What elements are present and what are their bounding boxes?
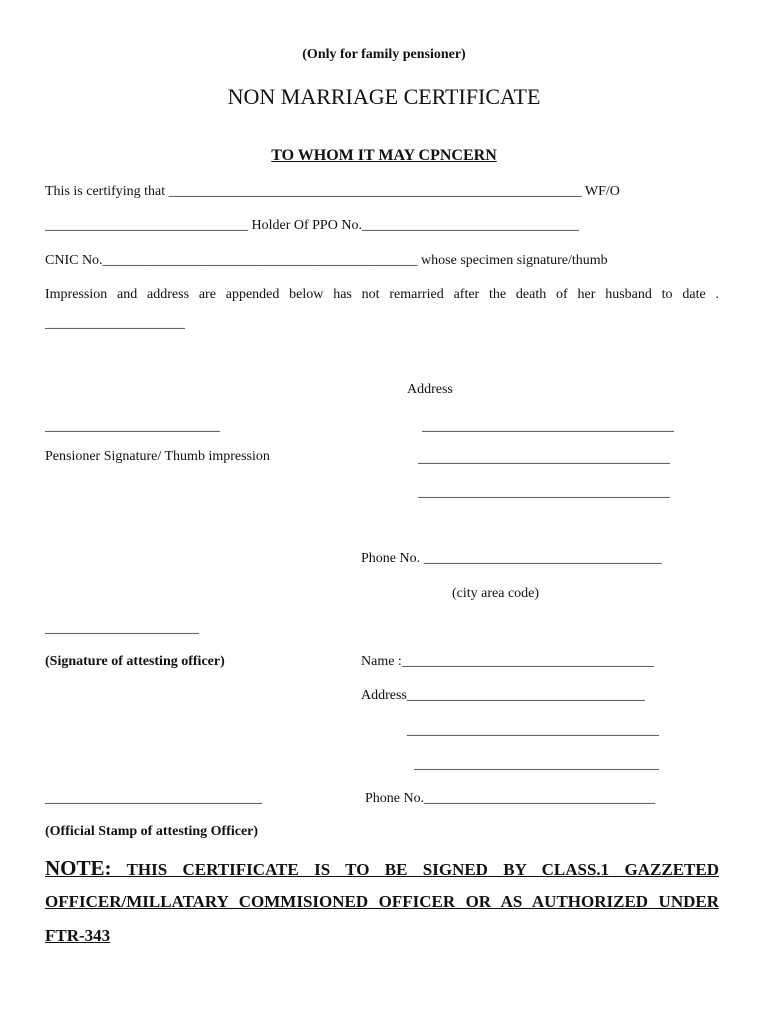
cnic-line: CNIC No._____________________________________________ whose specimen signature/thumb: [45, 253, 608, 268]
statement-line: Impression and address are appended below has not remarried after the death of her husband to date .: [45, 287, 719, 302]
note-line-3: FTR-343: [45, 926, 111, 945]
attesting-phone: Phone No._________________________________: [365, 791, 656, 806]
note-line-1: [45, 857, 719, 881]
date-line: ____________________: [45, 316, 185, 331]
attesting-address: Address__________________________________: [361, 688, 645, 703]
salutation: TO WHOM IT MAY CPNCERN: [271, 147, 497, 164]
pensioner-signature-label: Pensioner Signature/ Thumb impression: [45, 449, 270, 464]
attesting-signature-label: (Signature of attesting officer): [45, 654, 225, 669]
ppo-line: _____________________________ Holder Of PPO No._______________________________: [45, 218, 579, 233]
page-title: NON MARRIAGE CERTIFICATE: [227, 84, 541, 109]
pensioner-address-line-1: ____________________________________: [422, 419, 674, 434]
attesting-signature-line: ______________________: [45, 621, 199, 636]
page-subtitle: (Only for family pensioner): [302, 47, 466, 62]
pensioner-address-line-2: ____________________________________: [418, 451, 670, 466]
stamp-line: _______________________________: [45, 791, 262, 806]
attesting-address-line-2: ____________________________________: [407, 723, 659, 738]
pensioner-phone: Phone No. __________________________________: [361, 551, 662, 566]
attesting-name: Name :____________________________________: [361, 654, 654, 669]
certifying-line: This is certifying that ___________________________________________________________ WF/O: [45, 184, 620, 199]
attesting-address-line-3: ___________________________________: [414, 757, 659, 772]
pensioner-address-line-3: ____________________________________: [418, 485, 670, 500]
note-line-2: OFFICER/MILLATARY COMMISIONED OFFICER OR AS AUTHORIZED UNDER: [45, 892, 719, 911]
pensioner-address-label: Address: [407, 382, 453, 397]
pensioner-signature-line: _________________________: [45, 419, 220, 434]
stamp-label: (Official Stamp of attesting Officer): [45, 824, 259, 839]
city-area-code: (city area code): [452, 586, 540, 601]
note-label: NOTE:: [45, 856, 112, 880]
note-text-1: THIS CERTIFICATE IS TO BE SIGNED BY CLASS.1 GAZZETED: [126, 860, 719, 879]
